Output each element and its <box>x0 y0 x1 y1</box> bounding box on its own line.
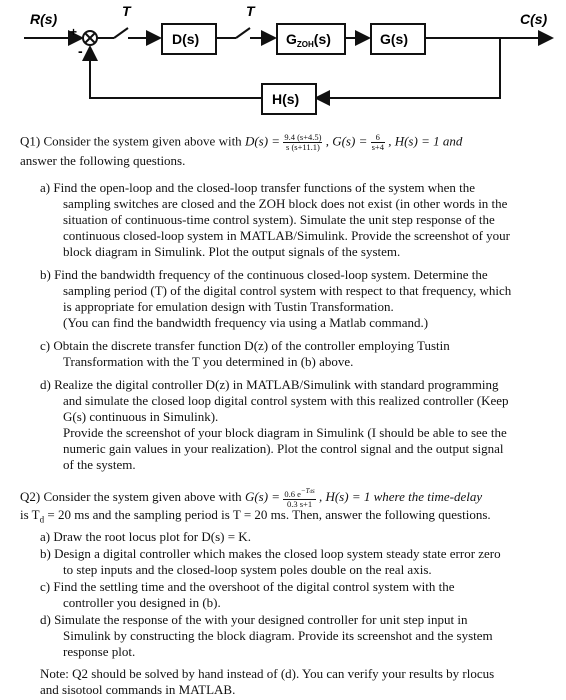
q1-G-lhs: , G(s) = <box>322 133 371 149</box>
q1-a-line-5: block diagram in Simulink. Plot the output signals of the system. <box>63 244 401 259</box>
q2-G-fraction <box>283 487 315 509</box>
note-line-2: and sisotool commands in MATLAB. <box>40 682 236 697</box>
summing-minus-sign: - <box>78 43 83 59</box>
q2-G-exp-sub: d <box>309 490 312 495</box>
q2-d-line-1: d) Simulate the response of the with your designed controller for unit step input in <box>40 612 468 627</box>
q2-intro-b-rest: = 20 ms and the sampling period is T = 20 ms. Then, answer the following questions. <box>44 507 491 522</box>
q1-H-text: , H(s) = 1 and <box>384 133 463 149</box>
q1-d-line-5: numeric gain values in your realization). Plot the control signal and the output signal <box>63 441 504 456</box>
q1-a-line-3: situation of continuous-time control system). Simulate the unit step response of the <box>63 212 495 227</box>
q1-intro-text: Q1) Consider the system given above with <box>20 133 245 149</box>
q1-c-line-1: c) Obtain the discrete transfer function D(z) of the controller employing Tustin <box>40 338 450 353</box>
q1-b-line-4: (You can find the bandwidth frequency via using a Matlab command.) <box>63 315 429 330</box>
q1-d-line-3: G(s) continuous in Simulink). <box>63 409 219 424</box>
q1-d-line-1: d) Realize the digital controller D(z) in MATLAB/Simulink with standard programming <box>40 377 499 392</box>
q2-d-line-2: Simulink by constructing the block diagram. Provide its screenshot and the system <box>63 628 493 643</box>
q1-b-line-3: is appropriate for emulation design with Tustin Transformation. <box>63 299 394 314</box>
q2-b-line-2: to step inputs and the closed-loop system poles double on the real axis. <box>63 562 432 577</box>
q1-a-line-4: continuous closed-loop system in MATLAB/Simulink. Provide the screenshot of your <box>63 228 511 243</box>
sampler-1-label: T <box>122 3 131 19</box>
q1-a-line-1: a) Find the open-loop and the closed-loop transfer functions of the system when the <box>40 180 476 195</box>
plant-block-label: G(s) <box>380 31 408 47</box>
q1-intro-line-2: answer the following questions. <box>20 153 186 168</box>
q1-a-line-2: sampling switches are closed and the ZOH block does not exist (in other words in the <box>63 196 508 211</box>
q2-rest-text: , H(s) = 1 where the time-delay <box>315 488 483 504</box>
feedback-block-label: H(s) <box>272 91 300 107</box>
q1-d-line-6: of the system. <box>63 457 136 472</box>
q1-D-fraction <box>283 133 322 152</box>
note-line-1: Note: Q2 should be solved by hand instead of (d). You can verify your results by rlocus <box>40 666 495 681</box>
q2-G-numerator <box>283 487 315 500</box>
q1-b-line-1: b) Find the bandwidth frequency of the continuous closed-loop system. Determine the <box>40 267 488 282</box>
input-signal-label: R(s) <box>30 11 58 27</box>
q2-G-lhs: G(s) = <box>244 488 284 504</box>
q1-D-numerator: 9.4 (s+4.5) <box>284 132 322 142</box>
q1-G-denominator: s+4 <box>371 142 384 152</box>
q2-intro-b: is T <box>20 507 40 522</box>
q2-G-exp-tail: s <box>311 487 315 495</box>
q2-G-num-exponent <box>301 487 315 495</box>
q2-intro-b-sub: d <box>39 514 45 525</box>
q2-intro-line-2 <box>20 507 491 528</box>
q1-G-fraction <box>371 133 385 152</box>
q1-D-denominator: s (s+11.1) <box>286 142 320 152</box>
controller-block-label: D(s) <box>172 31 200 47</box>
q2-c-line-1: c) Find the settling time and the overshoot of the digital control system with the <box>40 579 455 594</box>
q1-c-line-2: Transformation with the T you determined in (b) above. <box>63 354 354 369</box>
q1-b-line-2: sampling period (T) of the digital control system with respect to that frequency, which <box>63 283 512 298</box>
q2-G-exp-a: −T <box>300 487 310 495</box>
q2-G-denominator: 0.3 s+1 <box>286 498 313 509</box>
q2-c-line-2: controller you designed in (b). <box>63 595 221 610</box>
q1-D-lhs: D(s) = <box>244 133 284 149</box>
q2-intro-text: Q2) Consider the system given above with <box>20 488 245 504</box>
q2-a-line-1: a) Draw the root locus plot for D(s) = K. <box>40 529 251 544</box>
q2-G-num-base: 0.6 e <box>284 488 301 499</box>
q1-d-line-4: Provide the screenshot of your block diagram in Simulink (I should be able to see the <box>63 425 507 440</box>
q1-intro-line-1 <box>20 133 462 152</box>
q1-d-line-2: and simulate the closed loop digital control system with this realized controller (Keep <box>63 393 509 408</box>
output-signal-label: C(s) <box>520 11 548 27</box>
q1-G-numerator: 6 <box>371 133 385 143</box>
q2-d-line-3: response plot. <box>63 644 136 659</box>
sampler-2-label: T <box>246 3 255 19</box>
summing-plus-sign: + <box>70 25 78 39</box>
q2-b-line-1: b) Design a digital controller which makes the closed loop system steady state error zero <box>40 546 501 561</box>
zoh-block-label: $G_{ZOH}(s)$ <box>286 31 331 49</box>
q2-intro-line-1 <box>20 487 482 509</box>
